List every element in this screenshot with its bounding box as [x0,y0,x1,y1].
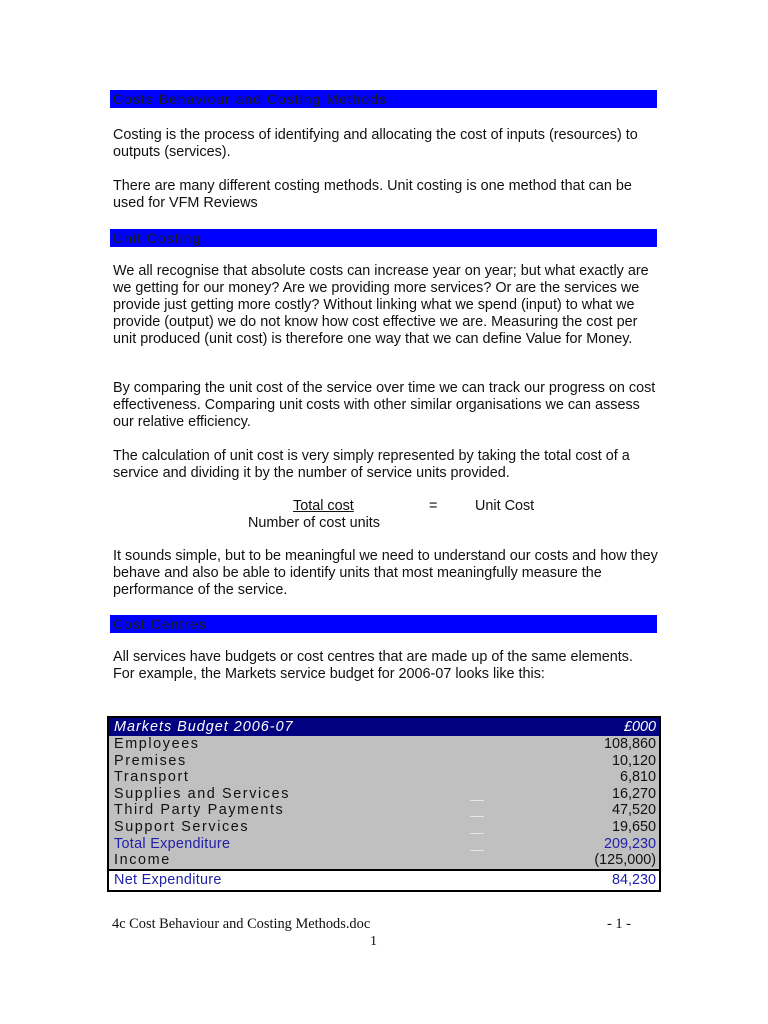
row-value: 6,810 [619,769,656,786]
section-heading-cost-centres: Cost Centres [110,615,657,633]
cell-border-mark [470,800,484,801]
cell-border-mark [470,850,484,851]
table-row [109,819,659,836]
row-label: Employees [114,736,200,752]
budget-header-row [109,718,659,736]
footer-filename: 4c Cost Behaviour and Costing Methods.doc [112,916,371,932]
formula-denominator: Number of cost units [248,515,380,531]
row-label: Premises [114,752,187,769]
paragraph-costing-methods: There are many different costing methods. Unit costing is one method that can be used for VFM Reviews [113,178,632,211]
budget-unit: £000 [623,719,656,735]
row-value: 10,120 [611,752,656,769]
budget-title: Markets Budget 2006-07 [114,719,294,735]
table-row [109,736,659,753]
section-heading-unit-costing: Unit Costing [110,229,657,247]
budget-net-row [109,869,659,890]
footer-page-number: 1 [370,934,377,949]
paragraph-absolute-costs: We all recognise that absolute costs can increase year on year; but what exactly are we getting for our money? Are we providing more services? Or are the services we provide just getting more costly? Without linking what we spend (input) to what we provide (output) we do not know how cost effective we are. Measuring the cost per unit produced (unit cost) is therefore one way that we can define Value for Money. [113,263,649,347]
row-value: 108,860 [603,736,656,752]
row-value: 19,650 [611,818,656,835]
paragraph-calculation: The calculation of unit cost is very simply represented by taking the total cost of a service and dividing it by the number of service units provided. [113,448,630,481]
row-value: 47,520 [611,802,656,819]
paragraph-comparing-unit-cost: By comparing the unit cost of the service over time we can track our progress on cost effectiveness. Comparing unit costs with other similar organisations we can assess our relative efficiency. [113,380,656,430]
table-row [109,769,659,786]
footer-page-marker: - 1 - [607,916,631,932]
formula-numerator: Total cost [293,498,354,514]
table-row [109,786,659,803]
budget-total-row [109,836,659,853]
net-label: Net Expenditure [114,871,222,888]
net-value: 84,230 [611,871,656,888]
row-label: Support Services [114,818,250,835]
table-row [109,753,659,770]
paragraph-budgets: All services have budgets or cost centres that are made up of the same elements. For example, the Markets service budget for 2006-07 looks like this: [113,649,633,682]
row-label: Transport [114,769,190,786]
formula-result: Unit Cost [475,498,535,514]
section-heading-main: Costs Behaviour and Costing Methods [110,90,657,108]
markets-budget-table [107,716,661,892]
paragraph-costing-definition: Costing is the process of identifying and allocating the cost of inputs (resources) to outputs (services). [113,127,638,160]
paragraph-sounds-simple: It sounds simple, but to be meaningful we need to understand our costs and how they behave and also be able to identify units that most meaningfully measure the performance of the service. [113,548,658,598]
budget-income-row [109,852,659,869]
income-value: (125,000) [594,852,656,869]
income-label: Income [114,852,171,869]
formula-equals: = [429,498,438,514]
row-label: Third Party Payments [114,802,285,819]
cell-border-mark [470,833,484,834]
row-value: 16,270 [611,785,656,802]
table-row [109,802,659,819]
total-value: 209,230 [603,835,656,852]
row-label: Supplies and Services [114,785,290,802]
cell-border-mark [470,816,484,817]
total-label: Total Expenditure [114,835,231,852]
